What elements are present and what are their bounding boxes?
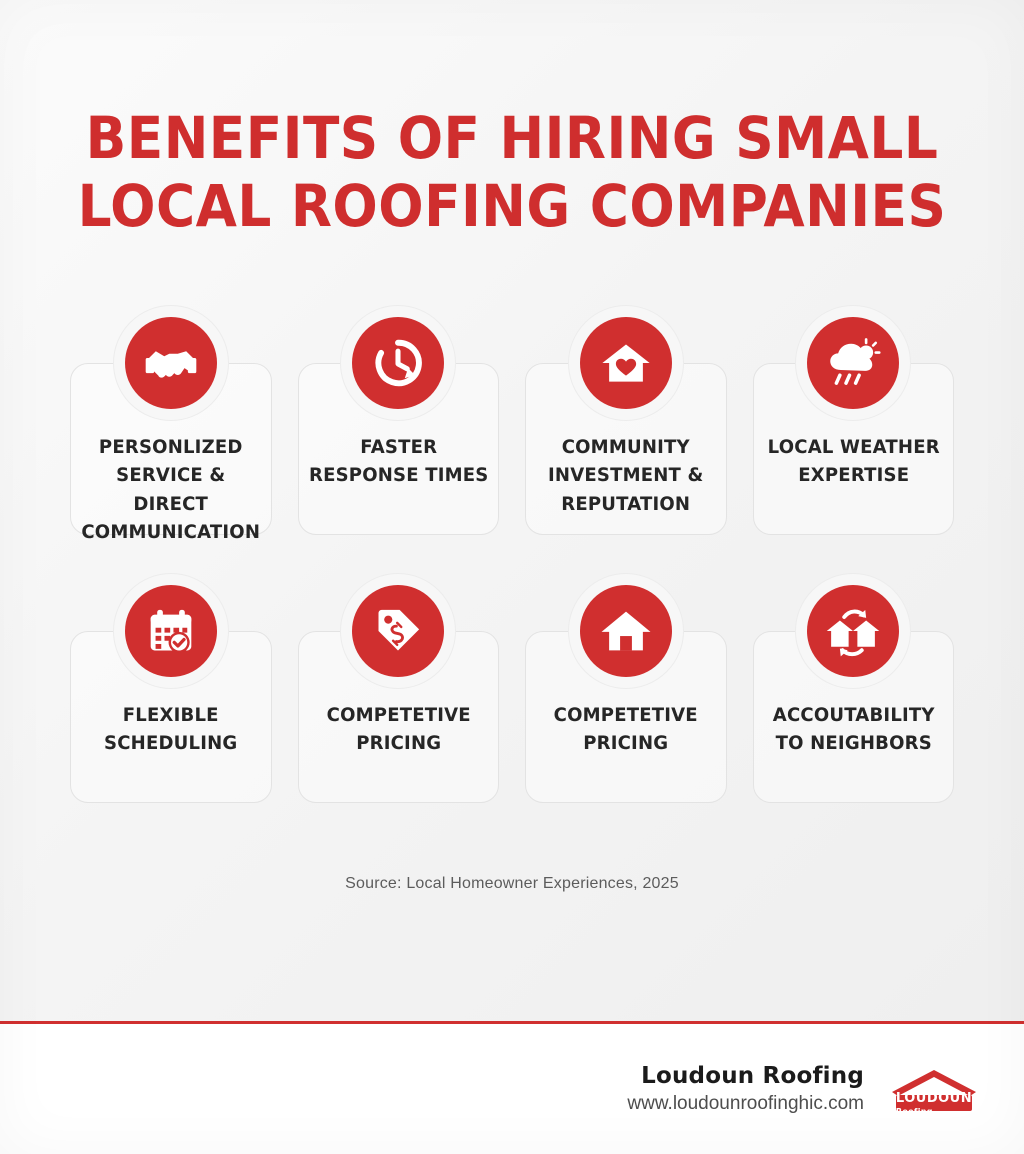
benefit-item <box>753 573 955 803</box>
house-arrows-icon <box>807 585 899 677</box>
clock-arrow-icon <box>352 317 444 409</box>
brand-website[interactable]: www.loudounroofinghic.com <box>627 1093 864 1114</box>
benefit-label: COMMUNITY INVESTMENT & REPUTATION <box>548 435 704 515</box>
benefit-label: COMPETETIVE PRICING <box>326 703 471 755</box>
benefit-label: ACCOUTABILITY TO NEIGHBORS <box>772 703 935 755</box>
benefit-item <box>298 573 500 803</box>
house-icon <box>580 585 672 677</box>
benefit-icon-badge <box>568 305 684 421</box>
benefit-icon-badge <box>340 305 456 421</box>
logo-subtext: Roofing <box>895 1107 933 1116</box>
benefit-label: FLEXIBLE SCHEDULING <box>104 703 238 755</box>
benefit-icon-badge <box>795 305 911 421</box>
page-title-line-2: LOCAL ROOFING COMPANIES <box>77 172 947 241</box>
logo-text: LOUDOUN <box>895 1091 973 1106</box>
benefit-label: PERSONLIZED SERVICE & DIRECT COMMUNICATION <box>81 435 261 544</box>
page-title-line-1: BENEFITS OF HIRING SMALL <box>85 104 939 172</box>
benefit-item <box>70 305 272 544</box>
benefit-icon-badge <box>340 573 456 689</box>
brand-name: Loudoun Roofing <box>641 1063 864 1089</box>
benefit-icon-badge <box>568 573 684 689</box>
house-heart-icon <box>580 317 672 409</box>
benefit-label: LOCAL WEATHER EXPERTISE <box>767 435 940 487</box>
benefit-item <box>298 305 500 535</box>
cloud-rain-sun-icon <box>807 317 899 409</box>
price-tag-icon <box>352 585 444 677</box>
source-note: Source: Local Homeowner Experiences, 2025 <box>345 874 679 892</box>
footer <box>0 1024 1024 1154</box>
benefits-grid <box>70 305 954 803</box>
benefit-icon-badge <box>795 573 911 689</box>
handshake-icon <box>125 317 217 409</box>
brand-block <box>627 1063 864 1115</box>
loudoun-roofing-logo <box>886 1058 982 1120</box>
benefit-item <box>753 305 955 535</box>
benefit-icon-badge <box>113 305 229 421</box>
benefit-icon-badge <box>113 573 229 689</box>
benefit-label: COMPETETIVE PRICING <box>553 703 698 755</box>
benefit-item <box>70 573 272 803</box>
benefit-label: FASTER RESPONSE TIMES <box>308 435 488 487</box>
calendar-check-icon <box>125 585 217 677</box>
benefit-item <box>525 305 727 535</box>
benefit-item <box>525 573 727 803</box>
page-title <box>0 0 1024 241</box>
